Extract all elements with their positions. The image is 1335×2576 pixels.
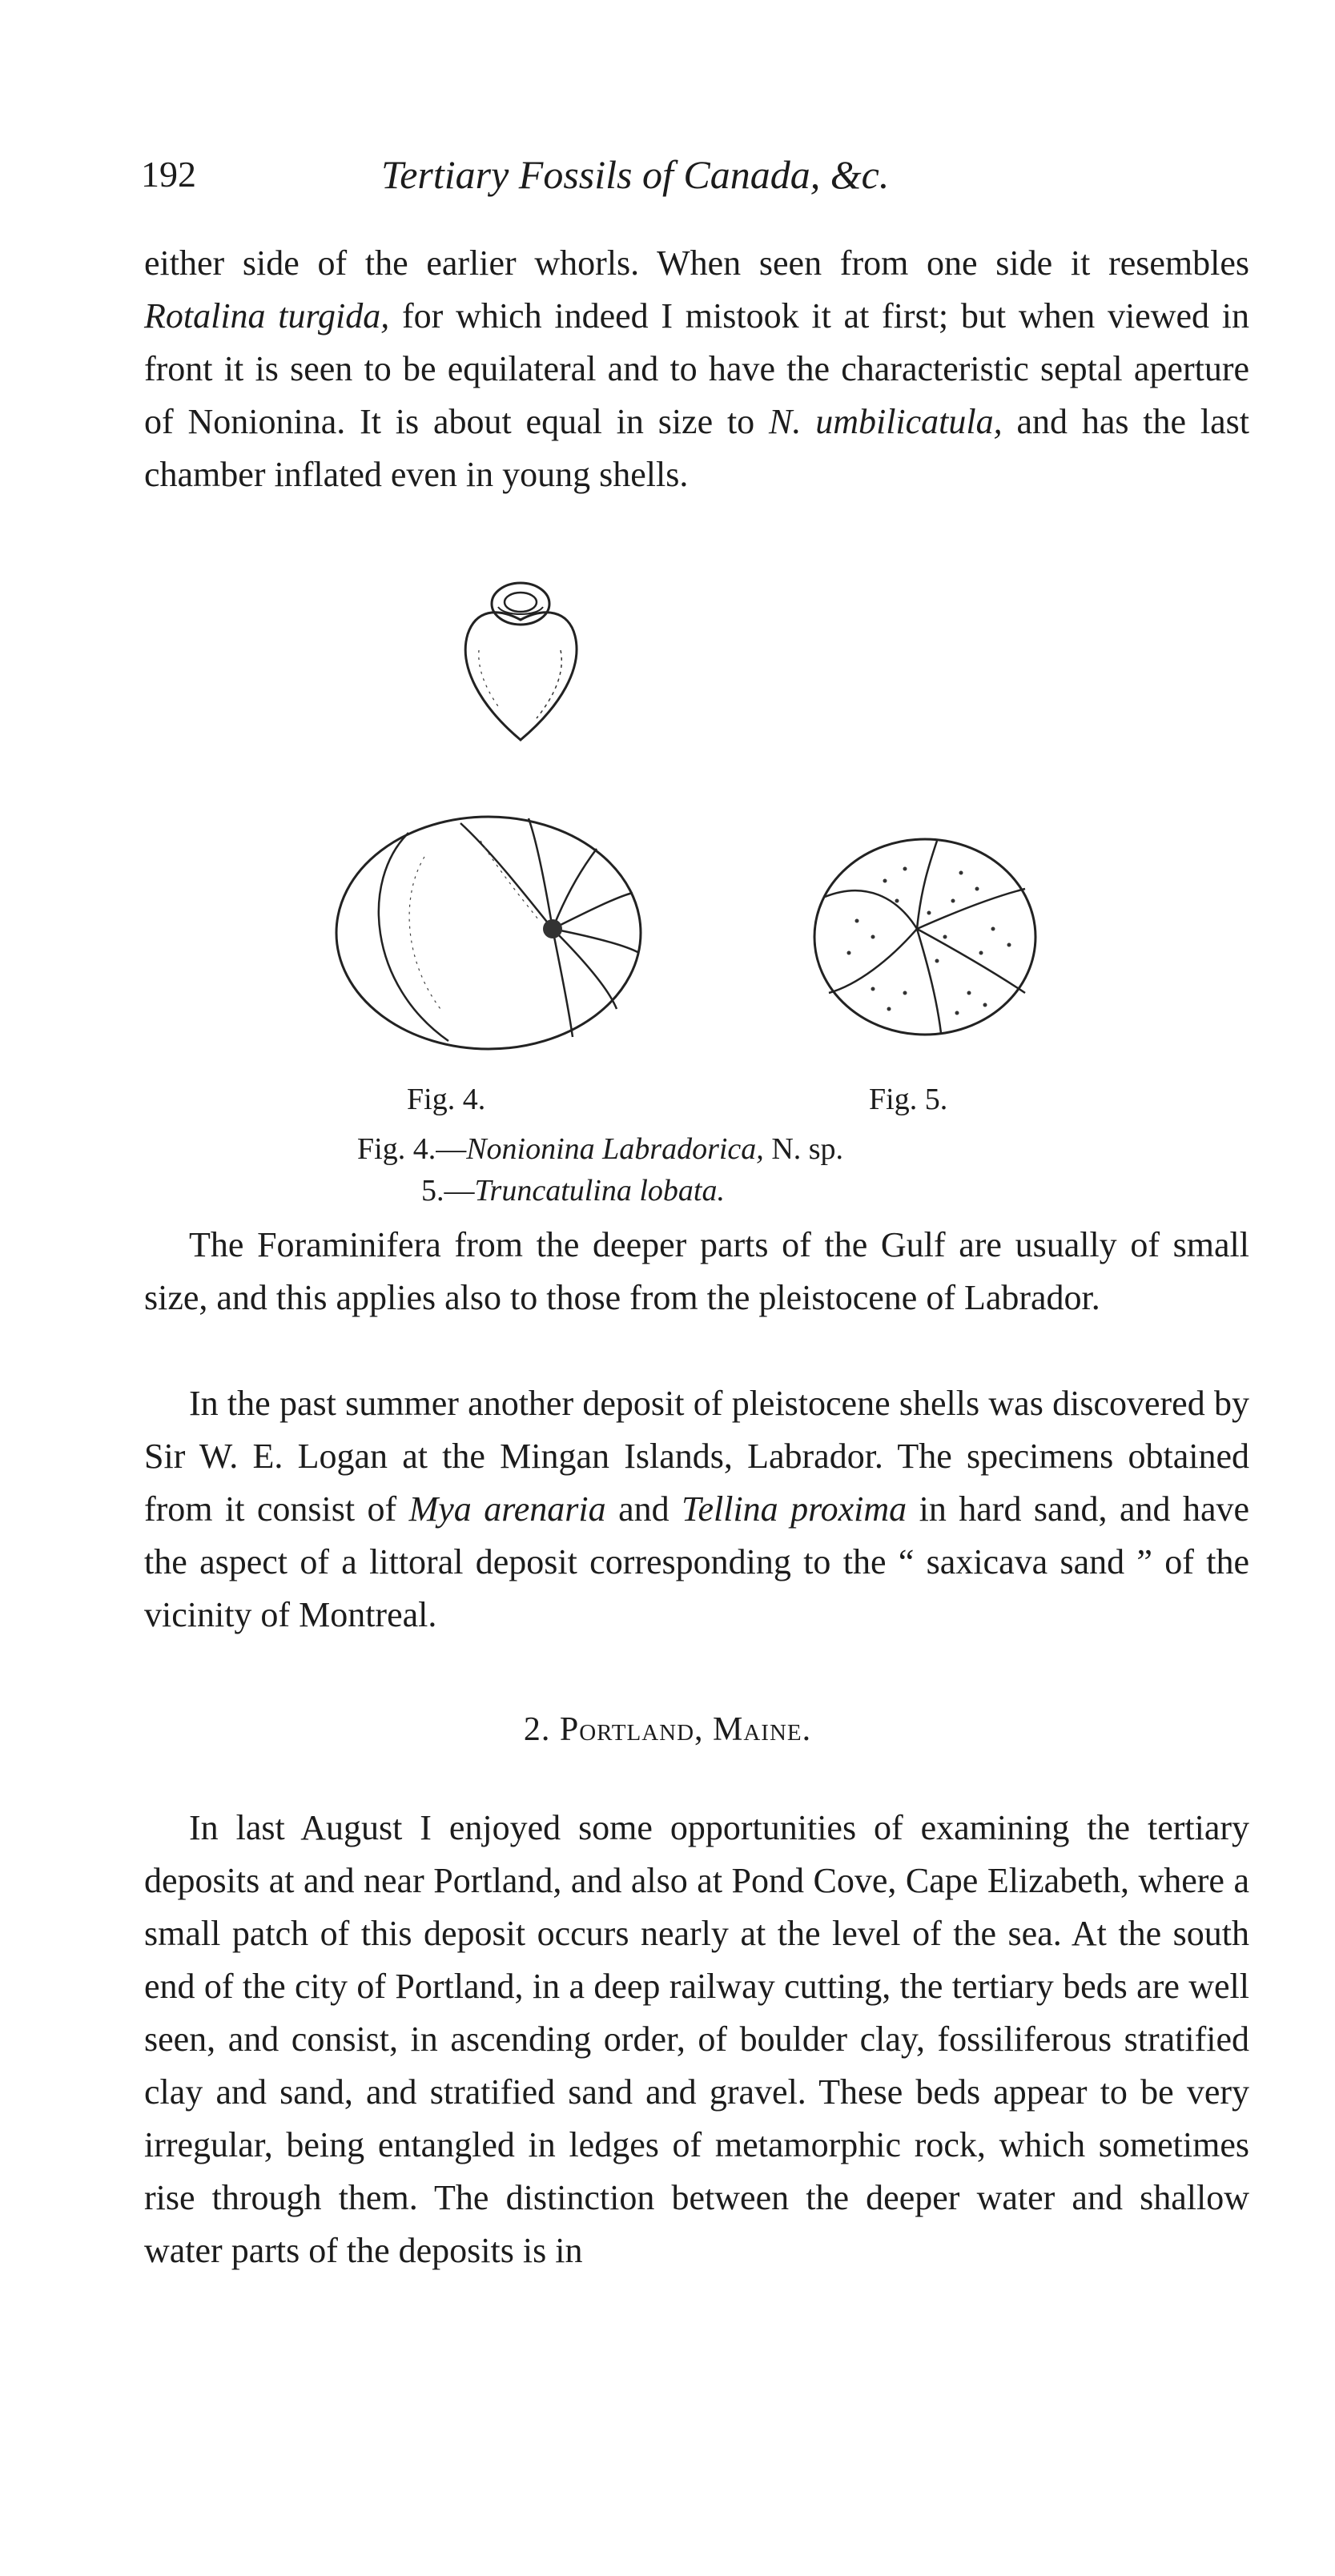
paragraph-3-text-a: In the past summer another deposit of pleistocene shells was discovered by Sir W. E. Logan at the Mingan Islands, Labrador. The specimens obtained from it consist of <box>144 1384 1249 1529</box>
fig5-label: Fig. 5. <box>869 1083 948 1116</box>
paragraph-3-text-c: in hard sand, and have the aspect of a littoral deposit corresponding to the “ saxicava sand ” of the vicinity of Montreal. <box>144 1489 1250 1634</box>
page-number: 192 <box>141 154 196 195</box>
paragraph-2: The Foraminifera from the deeper parts of the Gulf are usually of small size, and this applies also to those from the pleistocene of Labrador. <box>144 1225 1249 1317</box>
paragraph-1-text-b: for which indeed I mistook it at first; but when viewed in front it is seen to be equilateral and to have the characteristic septal aperture of Nonionina. It is about equal in size to <box>144 296 1249 441</box>
paragraph-1-text-a: either side of the earlier whorls. When seen from one side it resembles <box>144 243 1249 283</box>
fig5-truncatulina-illustration <box>809 833 1041 1041</box>
fig4-edge-view-illustration <box>448 570 593 746</box>
figure-caption-2 <box>421 1171 725 1211</box>
page-header <box>141 151 1006 207</box>
paragraph-1-text-c: and has the last chamber inflated even in young shells. <box>144 402 1249 494</box>
caption-2-prefix: 5.— <box>421 1174 475 1208</box>
species-n-umbilicatula: N. umbilicatula, <box>769 402 1003 441</box>
species-tellina-proxima: Tellina proxima <box>682 1489 907 1529</box>
paragraph-3 <box>144 1377 1249 1642</box>
paragraph-3-text-b: and <box>605 1489 682 1529</box>
section-heading: 2. Portland, Maine. <box>523 1711 812 1748</box>
fig4-label: Fig. 4. <box>407 1083 486 1116</box>
paragraph-4: In last August I enjoyed some opportunities of examining the tertiary deposits at and near Portland, and also at Pond Cove, Cape Elizabeth, where a small patch of this deposit occurs nearly at the level of the sea. At the south end of the city of Portland, in a deep railway cutting, the tertiary beds are well seen, and consist, in ascending order, of boulder clay, fossiliferous stratified clay and sand, and stratified sand and gravel. These beds appear to be very irregular, being entangled in ledges of metamorphic rock, which sometimes rise through them. The distinction between the deeper water and shallow water parts of the deposits is in <box>144 1808 1249 2270</box>
caption-1-species: Nonionina Labradorica, <box>466 1132 764 1166</box>
species-mya-arenaria: Mya arenaria <box>408 1489 606 1529</box>
figure-caption-1 <box>357 1129 843 1169</box>
running-head: Tertiary Fossils of Canada, &c. <box>381 152 890 197</box>
species-rotalina-turgida: Rotalina turgida, <box>144 296 390 336</box>
paragraph-1 <box>144 237 1249 501</box>
fig4-nonionina-illustration <box>328 809 649 1057</box>
caption-1-suffix: N. sp. <box>763 1132 844 1166</box>
caption-1-prefix: Fig. 4.— <box>357 1132 467 1166</box>
caption-2-species: Truncatulina lobata. <box>474 1174 725 1208</box>
